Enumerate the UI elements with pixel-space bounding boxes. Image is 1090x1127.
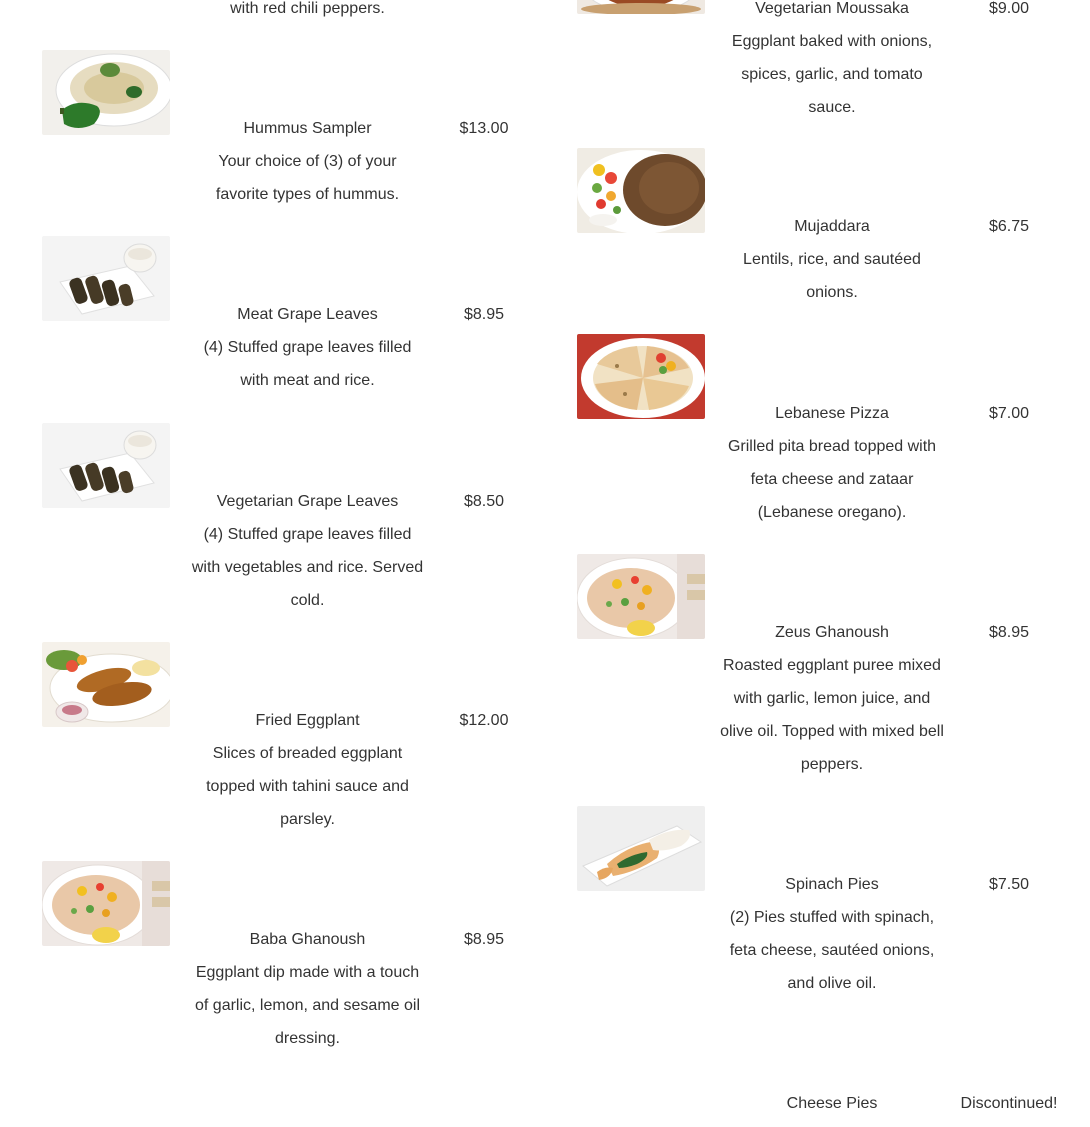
lebanese-pizza-text <box>718 397 946 529</box>
item-price: $7.00 <box>988 405 1030 422</box>
meat-grape-leaves-text <box>190 298 425 397</box>
item-price: $8.50 <box>463 493 505 510</box>
item-name: Fried Eggplant <box>255 712 360 729</box>
item-description: Slices of breaded eggplant topped with tahini sauce and parsley. <box>206 745 409 828</box>
item-name: Hummus Sampler <box>243 120 372 137</box>
baba-ghanoush-text <box>190 923 425 1055</box>
fried-eggplant-photo <box>42 642 170 727</box>
item-name: Zeus Ghanoush <box>775 624 889 641</box>
item-description: Eggplant dip made with a touch of garlic, lemon, and sesame oil dressing. <box>195 964 420 1047</box>
item-description: Eggplant baked with onions, spices, garlic, and tomato sauce. <box>731 33 933 116</box>
item-description: (4) Stuffed grape leaves filled with meat and rice. <box>203 339 412 389</box>
item-description: Your choice of (3) of your favorite types of hummus. <box>215 153 400 203</box>
vegetarian-grape-leaves-text <box>190 485 425 617</box>
baba-ghanoush-photo <box>42 861 170 946</box>
hummus-sampler-text <box>190 112 425 211</box>
item-price: $13.00 <box>459 120 509 137</box>
hummus-sampler-photo <box>42 50 170 135</box>
item-name: Cheese Pies <box>786 1095 878 1112</box>
vegetarian-grape-leaves-photo <box>42 423 170 508</box>
lebanese-pizza-photo <box>577 334 705 419</box>
item-price: $7.50 <box>988 876 1030 893</box>
item-price: $6.75 <box>988 218 1030 235</box>
item-price: $8.95 <box>463 306 505 323</box>
mujaddara-text <box>718 210 946 309</box>
item-name: Vegetarian Grape Leaves <box>216 493 399 510</box>
zeus-ghanoush-text <box>718 616 946 781</box>
item-description: Grilled pita bread topped with feta cheese and zataar (Lebanese oregano). <box>727 438 937 521</box>
mujaddara-photo <box>577 148 705 233</box>
item-price: $12.00 <box>459 712 509 729</box>
item-price: $9.00 <box>988 0 1030 17</box>
spinach-pies-text <box>718 868 946 1000</box>
item-name: Meat Grape Leaves <box>237 306 378 323</box>
item-price: $8.95 <box>988 624 1030 641</box>
item-name: Vegetarian Moussaka <box>755 0 909 17</box>
item-description: (4) Stuffed grape leaves filled with vegetables and rice. Served cold. <box>191 526 424 609</box>
item-name: Mujaddara <box>794 218 870 235</box>
item-description: Roasted eggplant puree mixed with garlic, lemon juice, and olive oil. Topped with mixed bell peppers. <box>720 657 944 773</box>
item-description: (2) Pies stuffed with spinach, feta cheese, sautéed onions, and olive oil. <box>729 909 935 992</box>
item-description: Lentils, rice, and sautéed onions. <box>743 251 921 301</box>
item-name: Baba Ghanoush <box>249 931 366 948</box>
zeus-ghanoush-photo <box>577 554 705 639</box>
cheese-pies-text <box>718 1087 946 1120</box>
item-name: Spinach Pies <box>785 876 879 893</box>
item-name: Lebanese Pizza <box>775 405 889 422</box>
left-top-partial-description: with red chili peppers. <box>230 0 385 17</box>
spinach-pies-photo <box>577 806 705 891</box>
item-price-discontinued: Discontinued! <box>960 1095 1058 1112</box>
item-price: $8.95 <box>463 931 505 948</box>
fried-eggplant-text <box>190 704 425 836</box>
vegetarian-moussaka-text <box>718 0 946 124</box>
vegetarian-moussaka-photo <box>577 0 705 14</box>
meat-grape-leaves-photo <box>42 236 170 321</box>
